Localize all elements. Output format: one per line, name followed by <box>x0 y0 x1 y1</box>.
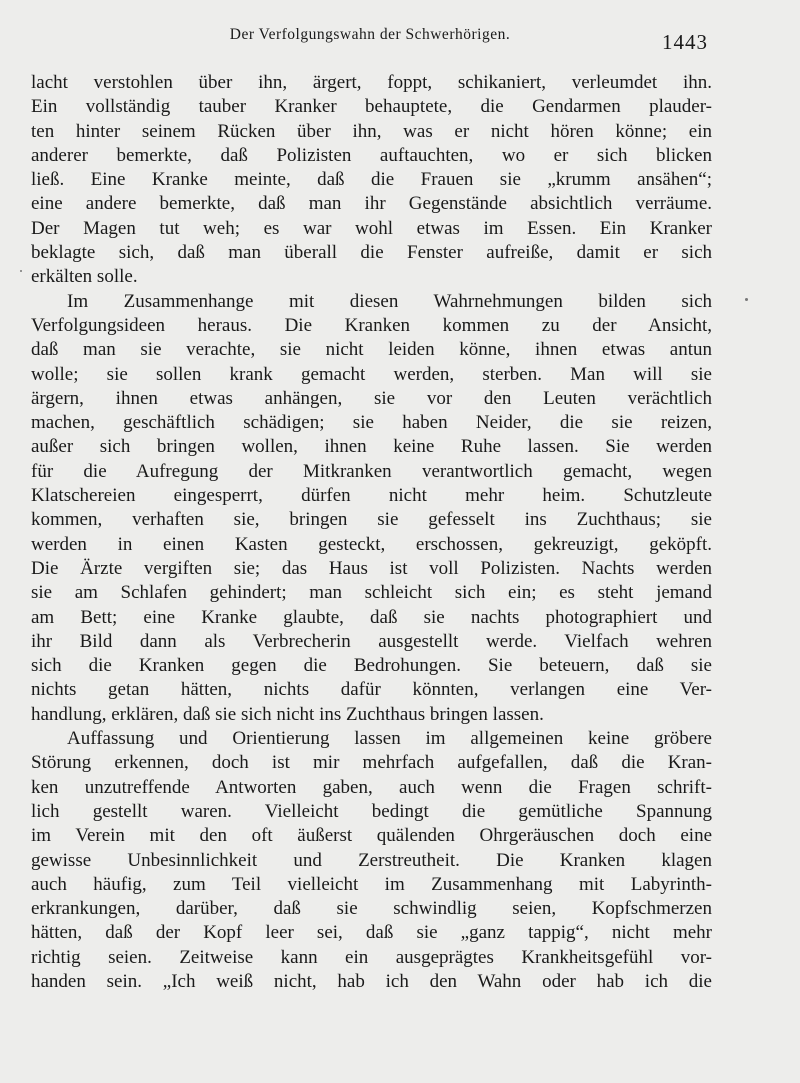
text-line: für die Aufregung der Mitkranken verantwortlich gemacht, wegen <box>31 460 712 482</box>
text-line: wolle; sie sollen krank gemacht werden, sterben. Man will sie <box>31 363 712 385</box>
text-line: beklagte sich, daß man überall die Fenster aufreiße, damit er sich <box>31 242 712 264</box>
text-line: außer sich bringen wollen, ihnen keine Ruhe lassen. Sie werden <box>31 436 712 458</box>
text-line: Klatschereien eingesperrt, dürfen nicht mehr heim. Schutzleute <box>31 485 712 507</box>
text-line: machen, geschäftlich schädigen; sie haben Neider, die sie reizen, <box>31 412 712 434</box>
text-line: ten hinter seinem Rücken über ihn, was er nicht hören könne; ein <box>31 120 712 142</box>
text-line: am Bett; eine Kranke glaubte, daß sie nachts photographiert und <box>31 606 712 628</box>
text-line: lich gestellt waren. Vielleicht bedingt die gemütliche Spannung <box>31 800 712 822</box>
paper-speck <box>20 270 22 272</box>
text-line: auch häufig, zum Teil vielleicht im Zusammenhang mit Labyrinth- <box>31 873 712 895</box>
running-head-title: Der Verfolgungswahn der Schwerhörigen. <box>229 26 511 43</box>
text-line: erkälten solle. <box>31 266 138 288</box>
text-line: sich die Kranken gegen die Bedrohungen. Sie beteuern, daß sie <box>31 655 712 677</box>
text-line: erkrankungen, darüber, daß sie schwindlig seien, Kopfschmerzen <box>31 898 712 920</box>
text-line: Im Zusammenhange mit diesen Wahrnehmungen bilden sich <box>67 290 712 312</box>
text-line: werden in einen Kasten gesteckt, erschossen, gekreuzigt, geköpft. <box>31 533 712 555</box>
text-line: hätten, daß der Kopf leer sei, daß sie „ganz tappig“, nicht mehr <box>31 922 712 944</box>
text-line: ihr Bild dann als Verbrecherin ausgestellt werde. Vielfach wehren <box>31 630 712 652</box>
text-line: Ein vollständig tauber Kranker behauptete, die Gendarmen plauder- <box>31 96 712 118</box>
paper-speck <box>745 298 748 301</box>
text-line: gewisse Unbesinnlichkeit und Zerstreutheit. Die Kranken klagen <box>31 849 712 871</box>
text-line: ken unzutreffende Antworten gaben, auch wenn die Fragen schrift- <box>31 776 712 798</box>
text-line: richtig seien. Zeitweise kann ein ausgeprägtes Krankheitsgefühl vor- <box>31 946 712 968</box>
text-line: im Verein mit den oft äußerst quälenden Ohrgeräuschen doch eine <box>31 825 712 847</box>
text-line: sie am Schlafen gehindert; man schleicht sich ein; es steht jemand <box>31 582 712 604</box>
text-line: Auffassung und Orientierung lassen im allgemeinen keine gröbere <box>67 728 712 750</box>
body-text <box>31 71 712 994</box>
text-line: nichts getan hätten, nichts dafür könnten, verlangen eine Ver- <box>31 679 712 701</box>
text-line: kommen, verhaften sie, bringen sie gefesselt ins Zuchthaus; sie <box>31 509 712 531</box>
text-line: lacht verstohlen über ihn, ärgert, foppt, schikaniert, verleumdet ihn. <box>31 72 712 93</box>
text-line: eine andere bemerkte, daß man ihr Gegenstände absichtlich verräume. <box>31 193 712 215</box>
text-line: handen sein. „Ich weiß nicht, hab ich den Wahn oder hab ich die <box>31 970 712 992</box>
page-number: 1443 <box>662 30 708 54</box>
text-line: handlung, erklären, daß sie sich nicht ins Zuchthaus bringen lassen. <box>31 703 544 725</box>
text-line: ließ. Eine Kranke meinte, daß die Frauen sie „krumm ansähen“; <box>31 169 712 191</box>
text-line: ärgern, ihnen etwas anhängen, sie vor den Leuten verächtlich <box>31 387 712 409</box>
text-line: daß man sie verachte, sie nicht leiden könne, ihnen etwas antun <box>31 339 712 361</box>
text-line: Der Magen tut weh; es war wohl etwas im Essen. Ein Kranker <box>31 217 712 239</box>
text-line: Die Ärzte vergiften sie; das Haus ist voll Polizisten. Nachts werden <box>31 557 712 579</box>
text-line: Verfolgungsideen heraus. Die Kranken kommen zu der Ansicht, <box>31 314 712 336</box>
text-line: anderer bemerkte, daß Polizisten auftauchten, wo er sich blicken <box>31 144 712 166</box>
text-line: Störung erkennen, doch ist mir mehrfach aufgefallen, daß die Kran- <box>31 752 712 774</box>
